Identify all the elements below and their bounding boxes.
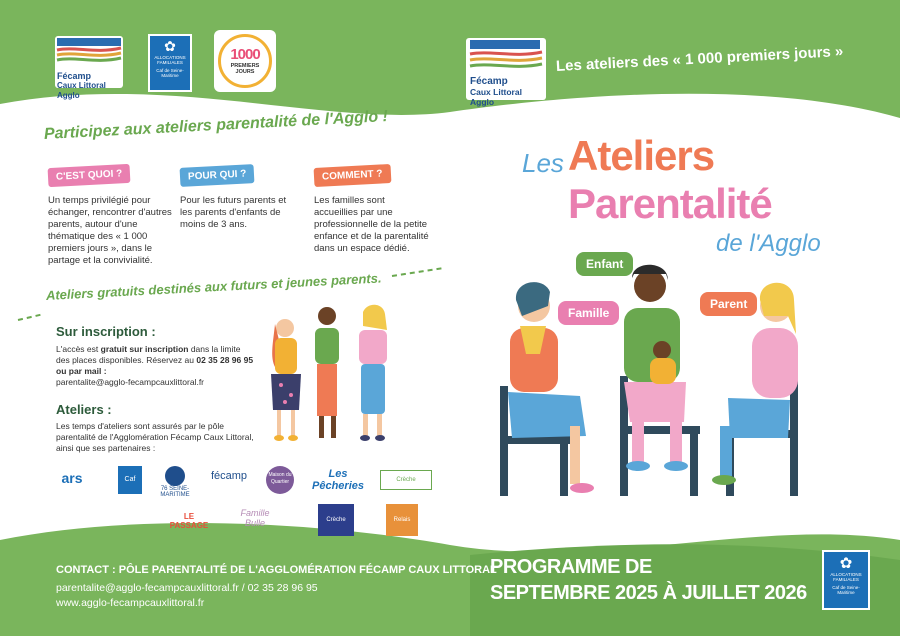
inscription-bold: gratuit sur inscription	[100, 344, 189, 354]
left-main-title: Participez aux ateliers parentalité de l'Agglo !	[43, 107, 389, 143]
three-women-illustration	[255, 300, 405, 450]
programme-line1: PROGRAMME DE	[490, 556, 652, 578]
partner-fecamp-logo: fécamp	[210, 470, 248, 482]
right-banner-text: Les ateliers des « 1 000 premiers jours »	[555, 42, 844, 75]
fecamp-logo-line2: Caux Littoral Agglo	[57, 81, 106, 100]
inscription-block	[56, 324, 256, 388]
fecamp-logo	[55, 36, 123, 100]
footer-website: www.agglo-fecampcauxlittoral.fr	[56, 597, 205, 609]
mille-jours-logo	[214, 30, 276, 92]
tag-comment: COMMENT ?	[314, 164, 391, 187]
fecamp-logo-waves-icon	[55, 36, 123, 66]
right-caf-logo	[822, 550, 870, 610]
right-fecamp-logo-line2: Caux Littoral Agglo	[470, 87, 522, 107]
inscription-text-1: L'accès est	[56, 344, 101, 354]
caf-logo-line2: Caf de Seine-Maritime	[156, 68, 184, 78]
right-caf-logo-line2: Caf de Seine-Maritime	[832, 585, 860, 595]
title-ateliers: Ateliers	[568, 132, 715, 179]
tag-pour-qui: POUR QUI ?	[180, 164, 255, 187]
partner-le-passage-logo: LE PASSAGE	[169, 512, 209, 530]
text-cest-quoi: Un temps privilégié pour échanger, rencontrer d'autres parents, autour d'une thématique des « 1 000 premiers jours », dans le partage et la convivialité.	[48, 195, 172, 266]
inscription-heading: Sur inscription :	[56, 324, 156, 339]
right-caf-logo-line1: ALLOCATIONS FAMILIALES	[830, 572, 862, 582]
partner-ars-logo: ars	[61, 470, 83, 486]
column-pour-qui	[180, 165, 295, 231]
right-fecamp-logo	[466, 38, 546, 107]
title-parentalite: Parentalité	[568, 180, 772, 227]
caf-logo	[148, 34, 192, 92]
programme-line2: SEPTEMBRE 2025 À JUILLET 2026	[490, 582, 807, 604]
column-cest-quoi	[48, 165, 173, 267]
right-fecamp-logo-line1: Fécamp	[470, 76, 508, 87]
caf-logo-line1: ALLOCATIONS FAMILIALES	[154, 55, 186, 65]
inscription-text-2: dans la limite des places disponibles. Réservez au	[56, 344, 241, 365]
ateliers-text: Les temps d'ateliers sont assurés par le pôle parentalité de l'Agglomération Fécamp Caux Littoral, ainsi que ses partenaires :	[56, 421, 254, 453]
partner-pecheries-logo: Les Pêcheries	[312, 468, 364, 492]
partner-relais-logo: Relais	[386, 504, 418, 536]
right-caf-flower-icon: ✿	[839, 555, 853, 572]
bubble-enfant: Enfant	[576, 252, 633, 276]
right-fecamp-logo-waves-icon	[466, 38, 546, 72]
partner-caf-logo: Caf	[118, 466, 142, 494]
ateliers-heading: Ateliers :	[56, 402, 112, 417]
fecamp-logo-line1: Fécamp	[57, 71, 92, 81]
inscription-text	[56, 344, 256, 388]
column-comment	[314, 165, 429, 255]
partner-creche-logo: Crèche	[380, 470, 432, 490]
bubble-famille: Famille	[558, 301, 619, 325]
inscription-phone: 02 35 28 96 95 ou par mail :	[56, 355, 254, 376]
title-les: Les	[522, 148, 564, 178]
inscription-email: parentalite@agglo-fecampcauxlittoral.fr	[56, 377, 205, 387]
partner-76-label: 76 SEINE-MARITIME	[160, 486, 190, 498]
seated-parents-illustration	[490, 256, 820, 506]
partner-76-logo	[160, 466, 190, 498]
partner-creche-2-logo: Crèche	[318, 504, 354, 536]
title-agglo: de l'Agglo	[716, 230, 821, 257]
mille-jours-text: PREMIERS JOURS	[230, 63, 260, 75]
caf-flower-icon: ✿	[164, 38, 176, 54]
mille-jours-number: 1000	[230, 46, 260, 63]
footer-email-phone: parentalite@agglo-fecampcauxlittoral.fr / 02 35 28 96 95	[56, 582, 318, 594]
left-subtitle: Ateliers gratuits destinés aux futurs et jeunes parents.	[45, 270, 382, 303]
tag-cest-quoi: C'EST QUOI ?	[48, 164, 131, 187]
ateliers-block	[56, 402, 256, 454]
bubble-parent: Parent	[700, 292, 757, 316]
partner-maison-quartier-logo: Maison du Quartier	[266, 466, 294, 494]
partner-famille-bulle-logo: Famille Bulle	[240, 508, 270, 528]
text-pour-qui: Pour les futurs parents et les parents d'enfants de moins de 3 ans.	[180, 195, 287, 230]
footer-contact: CONTACT : PÔLE PARENTALITÉ DE L'AGGLOMÉRATION FÉCAMP CAUX LITTORAL	[56, 564, 497, 576]
text-comment: Les familles sont accueillies par une professionnelle de la petite enfance et de la parentalité dans un espace dédié.	[314, 195, 429, 254]
